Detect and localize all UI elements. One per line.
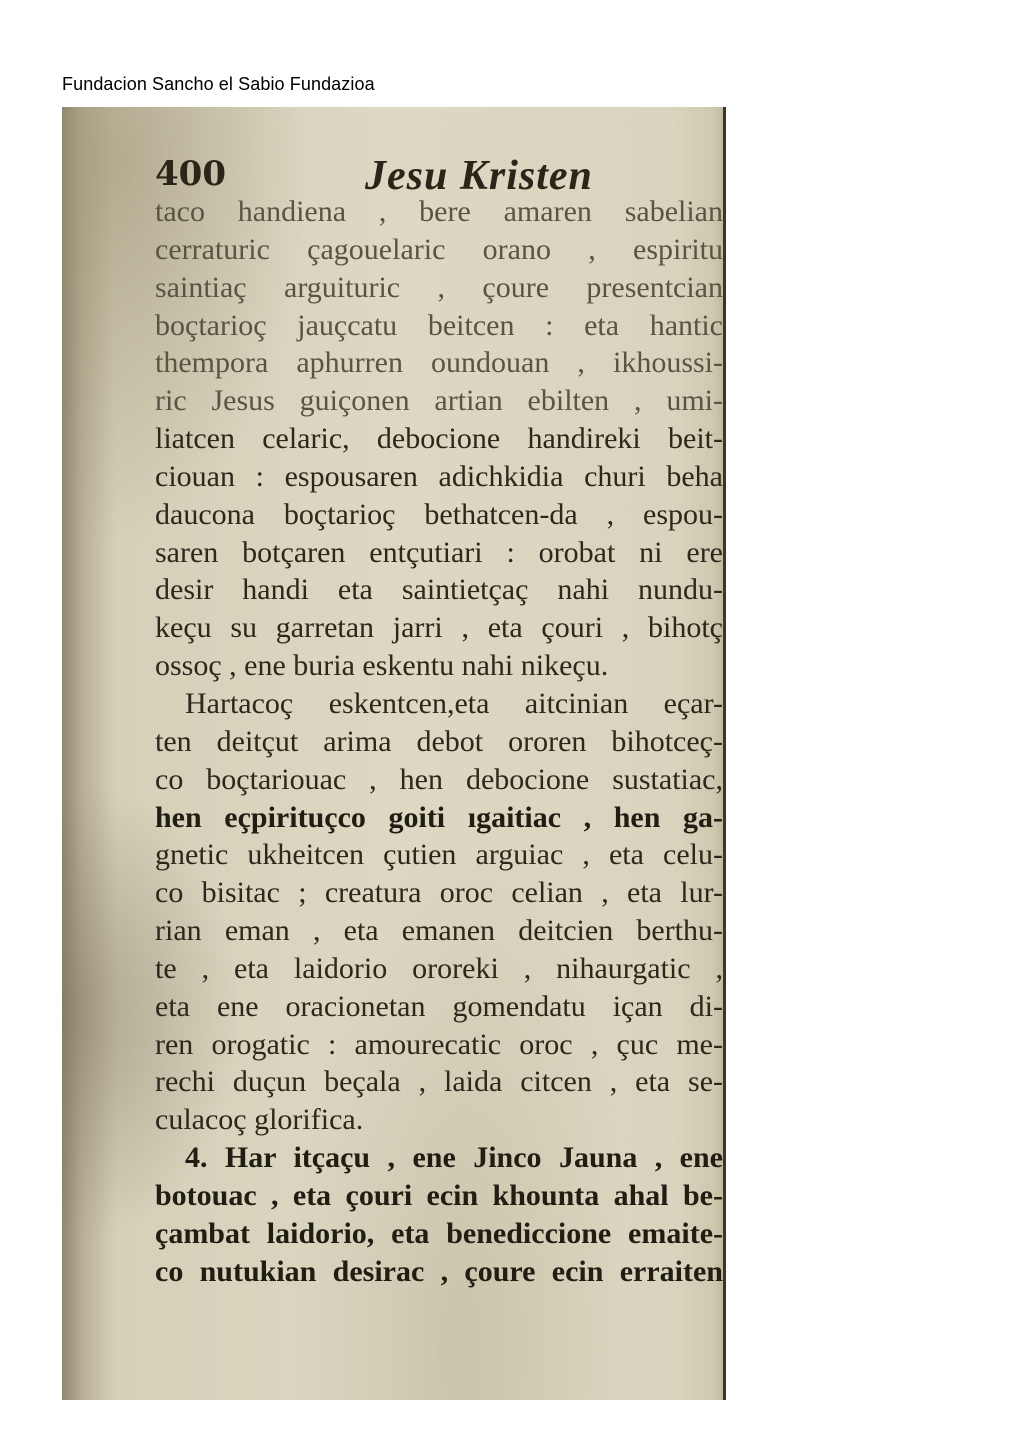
text-line: ciouan : espousaren adichkidia churi beha xyxy=(155,459,723,493)
text-line: taco handiena , bere amaren sabelian xyxy=(155,195,723,228)
text-line: liatcen celaric, debocione handireki beit- xyxy=(155,422,723,456)
running-title: Jesu Kristen xyxy=(365,153,593,199)
archive-header-label: Fundacion Sancho el Sabio Fundazioa xyxy=(62,74,375,94)
text-line: desir handi eta saintietçaç nahi nundu- xyxy=(155,573,723,607)
text-line: rian eman , eta emanen deitcien berthu- xyxy=(155,914,723,948)
text-line: te , eta laidorio ororeki , nihaurgatic , xyxy=(155,951,723,985)
text-line: ren orogatic : amourecatic oroc , çuc me- xyxy=(155,1027,723,1061)
text-line: co nutukian desirac , çoure ecin erraiten xyxy=(155,1254,723,1288)
text-line: Hartacoç eskentcen,eta aitcinian eçar- xyxy=(185,686,723,720)
scanned-book-page xyxy=(62,107,726,1400)
text-line: saren botçaren entçutiari : orobat ni ere xyxy=(155,535,723,569)
text-line: boçtarioç jauçcatu beitcen : eta hantic xyxy=(155,308,723,342)
text-line: rechi duçun beçala , laida citcen , eta se- xyxy=(155,1065,723,1099)
text-line: keçu su garretan jarri , eta çouri , bihotç xyxy=(155,611,723,645)
text-line: 4. Har itçaçu , ene Jinco Jauna , ene xyxy=(185,1141,723,1175)
text-line: ossoç , ene buria eskentu nahi nikeçu. xyxy=(155,649,609,683)
text-line: culacoç glorifica. xyxy=(155,1103,364,1137)
text-line: hen eçpirituçco goiti ıgaitiac , hen ga- xyxy=(155,800,723,834)
text-line: saintiaç arguituric , çoure presentcian xyxy=(155,270,723,304)
text-line: ten deitçut arima debot ororen bihotceç- xyxy=(155,724,723,758)
text-line: thempora aphurren oundouan , ikhoussi- xyxy=(155,346,723,380)
text-line: co bisitac ; creatura oroc celian , eta lur- xyxy=(155,876,723,910)
body-text xyxy=(155,193,723,1290)
text-line: daucona boçtarioç bethatcen-da , espou- xyxy=(155,497,723,531)
text-line: çambat laidorio, eta benediccione emaite- xyxy=(155,1216,723,1250)
text-line: co boçtariouac , hen debocione sustatiac, xyxy=(155,762,723,796)
page-number: 400 xyxy=(155,154,226,194)
text-line: gnetic ukheitcen çutien arguiac , eta celu- xyxy=(155,838,723,872)
text-line: botouac , eta çouri ecin khounta ahal be- xyxy=(155,1178,723,1212)
text-line: eta ene oracionetan gomendatu içan di- xyxy=(155,989,723,1023)
page-header xyxy=(155,152,715,199)
text-line: ric Jesus guiçonen artian ebilten , umi- xyxy=(155,384,723,418)
text-line: cerraturic çagouelaric orano , espiritu xyxy=(155,232,723,266)
